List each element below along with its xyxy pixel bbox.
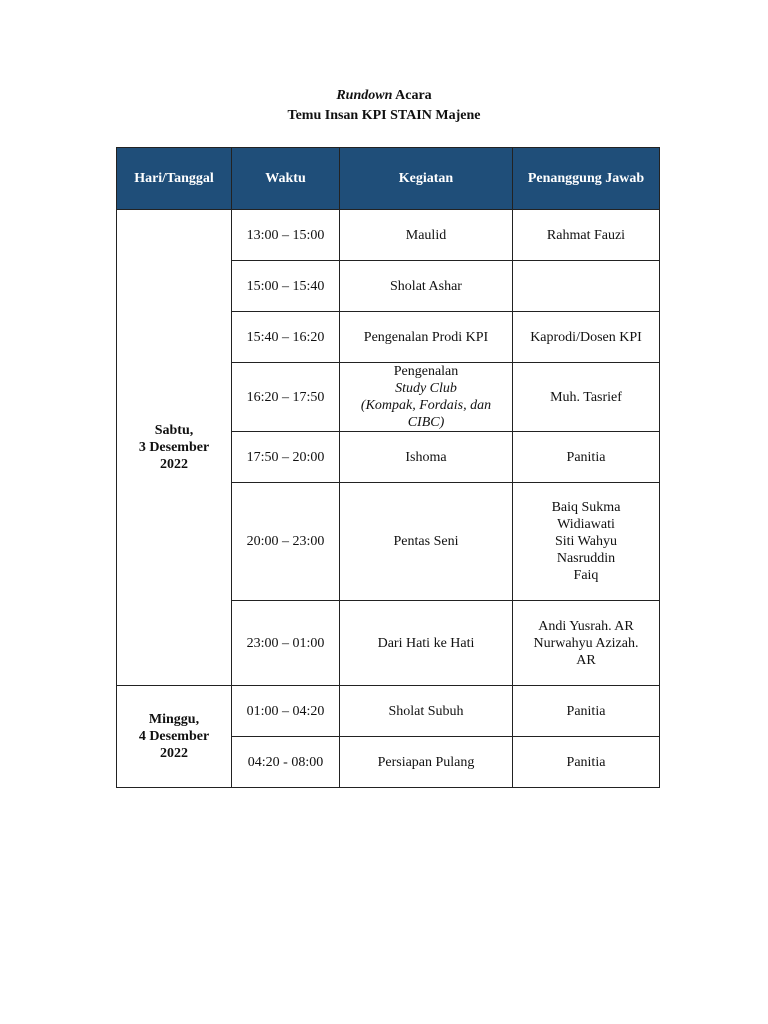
pic-cell: Kaprodi/Dosen KPI xyxy=(513,312,660,363)
activity-cell: Pentas Seni xyxy=(340,483,513,601)
activity-cell: Maulid xyxy=(340,210,513,261)
pic-line: Baiq Sukma xyxy=(551,500,621,515)
table-row xyxy=(117,210,660,261)
header-kegiatan: Kegiatan xyxy=(340,148,513,210)
title-line-2: Temu Insan KPI STAIN Majene xyxy=(287,108,481,123)
title-rundown-italic: Rundown xyxy=(336,88,393,103)
title-line-1 xyxy=(0,86,768,106)
activity-prefix: Pengenalan xyxy=(393,364,459,379)
day-cell-sabtu xyxy=(117,210,232,686)
header-penanggung-jawab: Penanggung Jawab xyxy=(513,148,660,210)
pic-cell-empty xyxy=(513,261,660,312)
pic-cell: Panitia xyxy=(513,737,660,788)
time-cell: 15:00 – 15:40 xyxy=(232,261,340,312)
activity-italic: (Kompak, Fordais, dan xyxy=(360,398,492,413)
day-label-line: 2022 xyxy=(160,746,188,761)
pic-cell: Panitia xyxy=(513,686,660,737)
time-cell: 04:20 - 08:00 xyxy=(232,737,340,788)
day-label-line: Sabtu, xyxy=(154,423,194,438)
pic-cell: Rahmat Fauzi xyxy=(513,210,660,261)
rundown-table xyxy=(116,147,660,788)
activity-cell: Sholat Subuh xyxy=(340,686,513,737)
day-label-line: 2022 xyxy=(160,457,188,472)
day-label-line: 4 Desember xyxy=(138,729,210,744)
activity-cell: Sholat Ashar xyxy=(340,261,513,312)
activity-line xyxy=(346,363,506,397)
activity-cell: Dari Hati ke Hati xyxy=(340,601,513,686)
activity-italic: Study Club xyxy=(395,381,457,396)
pic-line: Faiq xyxy=(573,568,599,583)
pic-cell: Muh. Tasrief xyxy=(513,363,660,432)
pic-cell xyxy=(513,483,660,601)
activity-cell xyxy=(340,363,513,432)
header-hari-tanggal: Hari/Tanggal xyxy=(117,148,232,210)
activity-cell: Persiapan Pulang xyxy=(340,737,513,788)
time-cell: 13:00 – 15:00 xyxy=(232,210,340,261)
day-cell-minggu xyxy=(117,686,232,788)
pic-line: Nurwahyu Azizah. xyxy=(533,635,639,651)
table-row xyxy=(117,686,660,737)
activity-italic: CIBC) xyxy=(407,415,445,430)
header-waktu: Waktu xyxy=(232,148,340,210)
pic-cell xyxy=(513,601,660,686)
pic-line: Andi Yusrah. AR xyxy=(538,618,634,634)
pic-line: Nasruddin xyxy=(556,551,616,566)
time-cell: 15:40 – 16:20 xyxy=(232,312,340,363)
pic-line: AR xyxy=(576,652,596,668)
time-cell: 16:20 – 17:50 xyxy=(232,363,340,432)
document-title xyxy=(0,86,768,126)
time-cell: 01:00 – 04:20 xyxy=(232,686,340,737)
activity-cell: Ishoma xyxy=(340,432,513,483)
time-cell: 23:00 – 01:00 xyxy=(232,601,340,686)
title-acara: Acara xyxy=(392,88,432,103)
pic-line: Widiawati xyxy=(557,517,615,532)
pic-cell: Panitia xyxy=(513,432,660,483)
table-header-row xyxy=(117,148,660,210)
time-cell: 20:00 – 23:00 xyxy=(232,483,340,601)
pic-line: Siti Wahyu xyxy=(554,534,617,549)
time-cell: 17:50 – 20:00 xyxy=(232,432,340,483)
day-label-line: Minggu, xyxy=(148,712,200,727)
activity-cell: Pengenalan Prodi KPI xyxy=(340,312,513,363)
day-label-line: 3 Desember xyxy=(138,440,210,455)
